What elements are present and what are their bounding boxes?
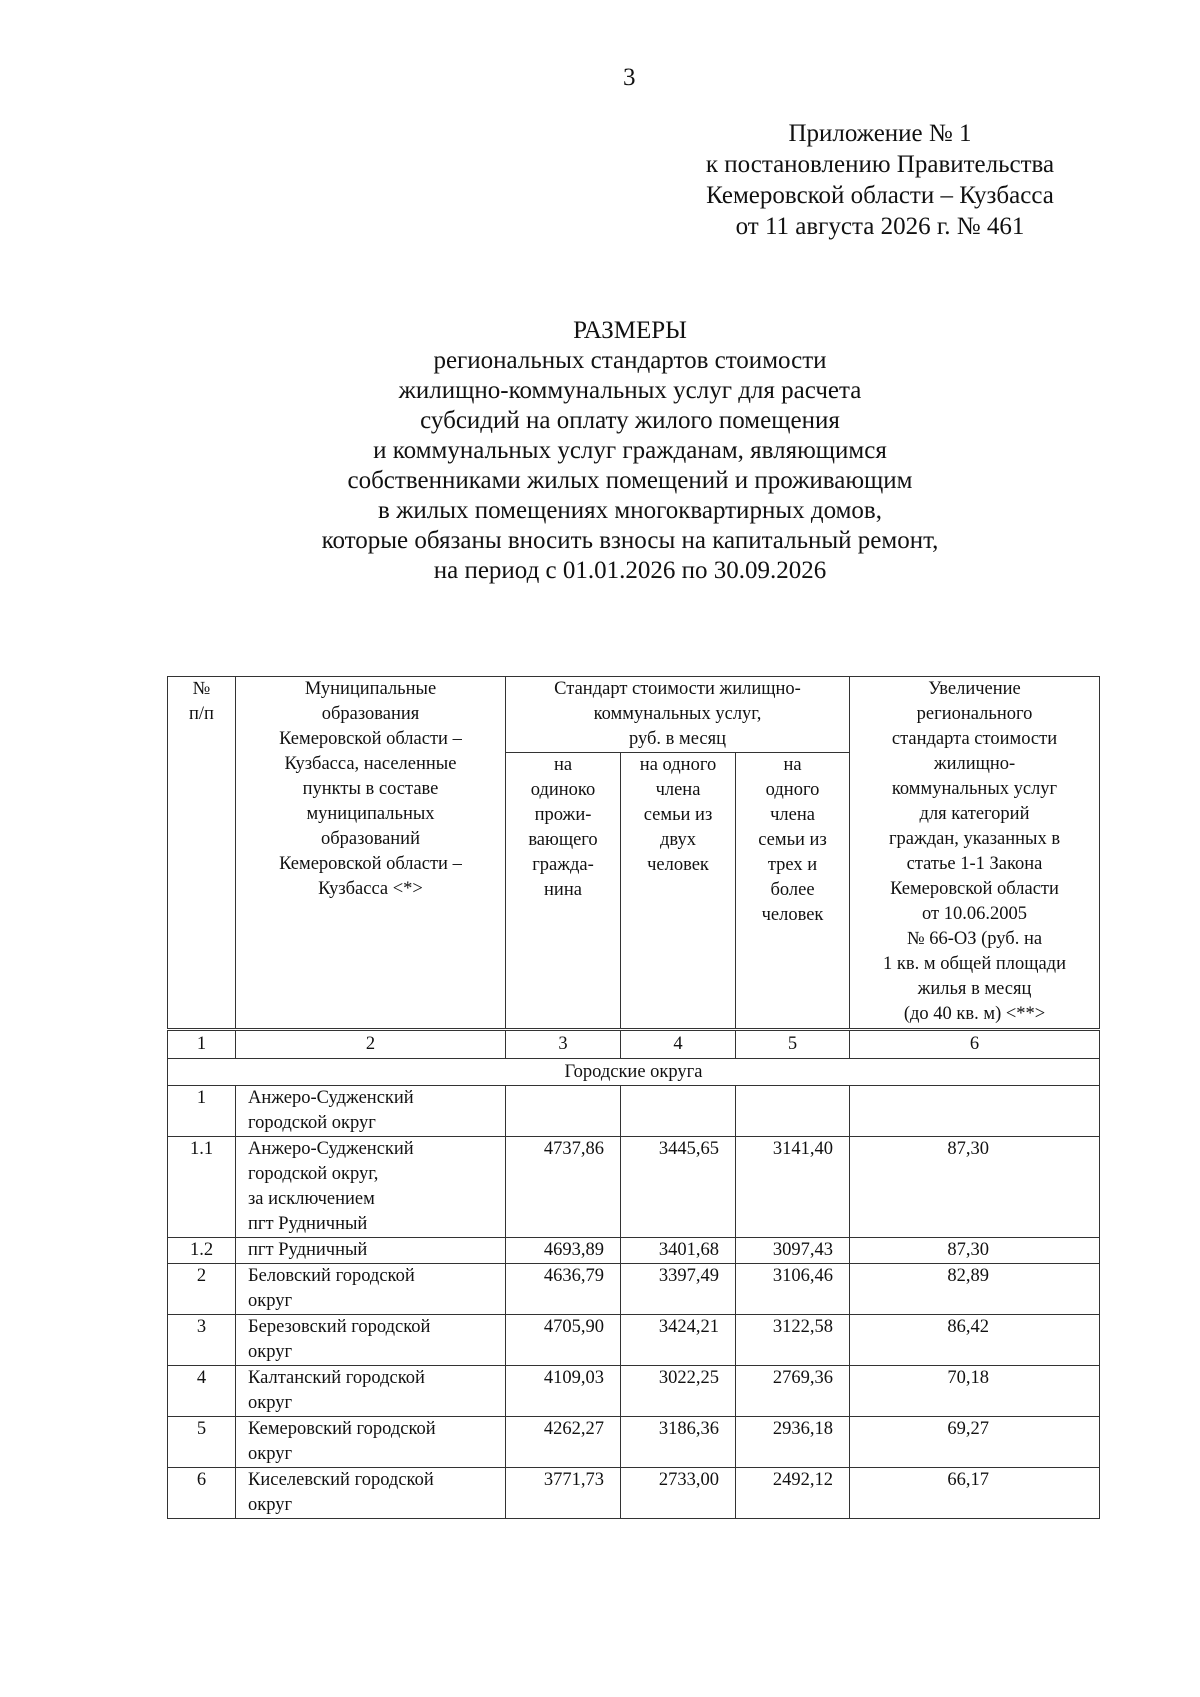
municipality-name: Анжеро-Судженский городской округ, за исключением пгт Рудничный bbox=[236, 1137, 506, 1238]
municipality-name: Киселевский городской округ bbox=[236, 1468, 506, 1519]
annex-line: Приложение № 1 bbox=[788, 120, 972, 147]
standard-two-person-value: 2733,00 bbox=[621, 1468, 736, 1519]
column-numbers-row bbox=[168, 1030, 1100, 1059]
table-row bbox=[168, 1086, 1100, 1137]
standard-single-value: 4636,79 bbox=[506, 1264, 621, 1315]
standard-three-plus-value: 2492,12 bbox=[736, 1468, 850, 1519]
standards-table bbox=[167, 676, 1100, 1519]
standard-single-value: 4737,86 bbox=[506, 1137, 621, 1238]
title-line: собственниками жилых помещений и проживающим bbox=[347, 467, 913, 494]
column-number: 4 bbox=[621, 1030, 736, 1059]
header-three-plus-family: на одного члена семьи из трех и более человек bbox=[736, 753, 850, 1030]
title-line: которые обязаны вносить взносы на капитальный ремонт, bbox=[321, 527, 939, 554]
header-municipality: Муниципальные образования Кемеровской области – Кузбасса, населенные пункты в составе муниципальных образований Кемеровской области – Кузбасса <*> bbox=[236, 677, 506, 1030]
standard-two-person-value: 3186,36 bbox=[621, 1417, 736, 1468]
header-standard-group: Стандарт стоимости жилищно- коммунальных услуг, руб. в месяц bbox=[506, 677, 850, 753]
section-title: Городские округа bbox=[168, 1059, 1100, 1086]
page-number: 3 bbox=[623, 64, 636, 91]
column-number: 6 bbox=[850, 1030, 1100, 1059]
standard-two-person-value: 3445,65 bbox=[621, 1137, 736, 1238]
table-row bbox=[168, 1417, 1100, 1468]
row-number: 3 bbox=[168, 1315, 236, 1366]
column-number: 2 bbox=[236, 1030, 506, 1059]
column-number: 1 bbox=[168, 1030, 236, 1059]
increase-value bbox=[850, 1086, 1100, 1137]
header-number: № п/п bbox=[168, 677, 236, 1030]
standard-two-person-value: 3397,49 bbox=[621, 1264, 736, 1315]
title-line: региональных стандартов стоимости bbox=[433, 347, 827, 374]
row-number: 4 bbox=[168, 1366, 236, 1417]
row-number: 5 bbox=[168, 1417, 236, 1468]
title-line: РАЗМЕРЫ bbox=[573, 317, 687, 344]
standard-three-plus-value bbox=[736, 1086, 850, 1137]
increase-value: 69,27 bbox=[850, 1417, 1100, 1468]
standard-two-person-value: 3424,21 bbox=[621, 1315, 736, 1366]
standard-three-plus-value: 3106,46 bbox=[736, 1264, 850, 1315]
standard-three-plus-value: 2936,18 bbox=[736, 1417, 850, 1468]
annex-line: Кемеровской области – Кузбасса bbox=[706, 182, 1054, 209]
standard-two-person-value: 3401,68 bbox=[621, 1238, 736, 1264]
title-line: на период с 01.01.2026 по 30.09.2026 bbox=[433, 557, 827, 584]
column-number: 5 bbox=[736, 1030, 850, 1059]
column-number: 3 bbox=[506, 1030, 621, 1059]
municipality-name: Калтанский городской округ bbox=[236, 1366, 506, 1417]
table-row bbox=[168, 1137, 1100, 1238]
increase-value: 87,30 bbox=[850, 1238, 1100, 1264]
header-single-citizen: на одиноко прожи- вающего гражда- нина bbox=[506, 753, 621, 1030]
title-line: субсидий на оплату жилого помещения bbox=[420, 407, 840, 434]
standard-single-value: 4109,03 bbox=[506, 1366, 621, 1417]
row-number: 6 bbox=[168, 1468, 236, 1519]
annex-line: от 11 августа 2026 г. № 461 bbox=[735, 213, 1025, 240]
municipality-name: Кемеровский городской округ bbox=[236, 1417, 506, 1468]
row-number: 1.1 bbox=[168, 1137, 236, 1238]
header-row bbox=[168, 677, 1100, 753]
standard-three-plus-value: 3122,58 bbox=[736, 1315, 850, 1366]
increase-value: 86,42 bbox=[850, 1315, 1100, 1366]
standard-single-value: 4693,89 bbox=[506, 1238, 621, 1264]
standard-single-value bbox=[506, 1086, 621, 1137]
standard-single-value: 3771,73 bbox=[506, 1468, 621, 1519]
table-row bbox=[168, 1264, 1100, 1315]
standard-two-person-value bbox=[621, 1086, 736, 1137]
municipality-name: Березовский городской округ bbox=[236, 1315, 506, 1366]
title-line: в жилых помещениях многоквартирных домов, bbox=[378, 497, 882, 524]
row-number: 1 bbox=[168, 1086, 236, 1137]
standard-three-plus-value: 2769,36 bbox=[736, 1366, 850, 1417]
standards-table-wrapper bbox=[167, 676, 1099, 1519]
annex-line: к постановлению Правительства bbox=[705, 151, 1055, 178]
standard-single-value: 4262,27 bbox=[506, 1417, 621, 1468]
municipality-name: Анжеро-Судженский городской округ bbox=[236, 1086, 506, 1137]
table-row bbox=[168, 1238, 1100, 1264]
standard-three-plus-value: 3141,40 bbox=[736, 1137, 850, 1238]
document-title bbox=[170, 316, 1090, 586]
standard-single-value: 4705,90 bbox=[506, 1315, 621, 1366]
increase-value: 66,17 bbox=[850, 1468, 1100, 1519]
annex-header bbox=[600, 118, 1160, 242]
increase-value: 82,89 bbox=[850, 1264, 1100, 1315]
increase-value: 87,30 bbox=[850, 1137, 1100, 1238]
municipality-name: пгт Рудничный bbox=[236, 1238, 506, 1264]
header-two-person-family: на одного члена семьи из двух человек bbox=[621, 753, 736, 1030]
row-number: 2 bbox=[168, 1264, 236, 1315]
title-line: жилищно-коммунальных услуг для расчета bbox=[398, 377, 862, 404]
table-row bbox=[168, 1366, 1100, 1417]
section-row bbox=[168, 1059, 1100, 1086]
table-row bbox=[168, 1315, 1100, 1366]
header-increase: Увеличение регионального стандарта стоимости жилищно- коммунальных услуг для категорий граждан, указанных в статье 1-1 Закона Кемеровской области от 10.06.2005 № 66-ОЗ (руб. на 1 кв. м общей площади жилья в месяц (до 40 кв. м) <**> bbox=[850, 677, 1100, 1030]
title-line: и коммунальных услуг гражданам, являющимся bbox=[373, 437, 887, 464]
municipality-name: Беловский городской округ bbox=[236, 1264, 506, 1315]
standard-three-plus-value: 3097,43 bbox=[736, 1238, 850, 1264]
row-number: 1.2 bbox=[168, 1238, 236, 1264]
increase-value: 70,18 bbox=[850, 1366, 1100, 1417]
standard-two-person-value: 3022,25 bbox=[621, 1366, 736, 1417]
table-row bbox=[168, 1468, 1100, 1519]
